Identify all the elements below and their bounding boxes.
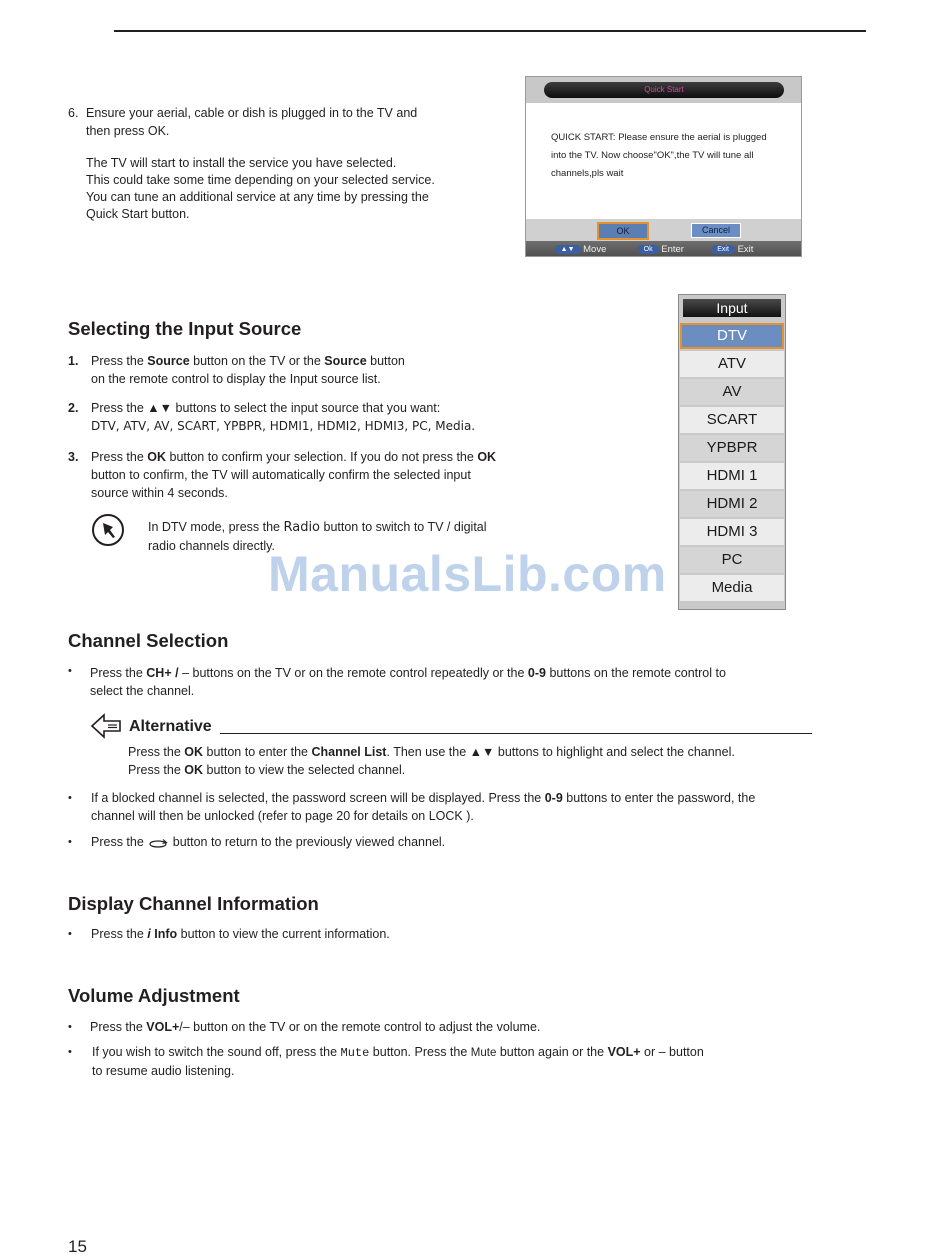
digit-key-label: 0-9 [527, 666, 546, 680]
vol-b2-b: button. Press the [369, 1045, 471, 1059]
dialog-message [551, 129, 796, 183]
note-text-a: In DTV mode, press the [148, 520, 284, 534]
item-2-number: 2. [68, 401, 79, 415]
ch-b1-line-2: select the channel. [90, 684, 195, 698]
note-line-2: radio channels directly. [148, 539, 275, 553]
ch-b2-line-2: channel will then be unlocked (refer to page 20 for details on LOCK ). [91, 809, 474, 823]
dialog-button-row [526, 219, 801, 241]
info-b: button to view the current information. [177, 927, 390, 941]
dialog-message-line-2: into the TV. Now choose"OK",the TV will tune all [551, 150, 754, 161]
item-3-number: 3. [68, 450, 79, 464]
alternative-label: Alternative [129, 718, 212, 735]
ch-key-label: CH+ / [146, 666, 179, 680]
move-key-icon: ▲▼ [555, 245, 581, 254]
alt-ok-key-2: OK [184, 763, 204, 777]
volume-bullet-1 [90, 1018, 540, 1036]
channel-selection-heading: Channel Selection [68, 630, 229, 651]
bullet-6: • [68, 1046, 72, 1058]
step-6-line-2: then press OK. [86, 124, 170, 138]
item-1-number: 1. [68, 354, 79, 368]
alternative-arrow-icon [90, 712, 126, 740]
channel-bullet-1 [90, 664, 726, 700]
input-item-hdmi3[interactable]: HDMI 3 [680, 519, 784, 545]
display-info-heading: Display Channel Information [68, 893, 319, 914]
vol-b1-a: Press the [90, 1020, 147, 1034]
recall-icon [147, 837, 169, 849]
item-1-text-c: button [366, 354, 405, 368]
note-pin-icon [91, 513, 125, 547]
item-3-text [91, 448, 496, 502]
source-key-label-2: Source [324, 354, 367, 368]
exit-label: Exit [737, 244, 754, 255]
step-6-line-3: The TV will start to install the service you have selected. [86, 156, 397, 170]
bullet-3: • [68, 836, 72, 848]
digit-key-label-2: 0-9 [544, 791, 563, 805]
input-item-ypbpr[interactable]: YPBPR [680, 435, 784, 461]
channel-bullet-2 [91, 789, 755, 825]
ok-key-icon: Ok [638, 245, 659, 254]
item-1-text-a: Press the [91, 354, 148, 368]
item-1-line-2: on the remote control to display the Input source list. [91, 372, 381, 386]
dialog-message-line-3: channels,pls wait [551, 168, 624, 179]
volume-bullet-2 [92, 1043, 704, 1080]
vol-b2-line-2: to resume audio listening. [92, 1064, 235, 1078]
input-item-hdmi2[interactable]: HDMI 2 [680, 491, 784, 517]
vol-b2-c: button again or the [496, 1045, 608, 1059]
alt-l1-g: buttons to highlight and select the channel. [494, 745, 735, 759]
item-2-text-a: Press the [91, 401, 148, 415]
item-3-line-2: button to confirm, the TV will automatically confirm the selected input [91, 468, 471, 482]
ch-b1-b: – buttons on the TV or on the remote control repeatedly or the [178, 666, 528, 680]
dialog-title-bar [526, 77, 801, 103]
item-2-text-b: buttons to select the input source that you want: [172, 401, 441, 415]
ch-b1-c: buttons on the remote control to [545, 666, 726, 680]
vol-b2-d: or – button [640, 1045, 704, 1059]
vol-key-label-2: VOL+ [607, 1045, 641, 1059]
ch-b3-b: button to return to the previously viewed channel. [169, 835, 446, 849]
volume-heading: Volume Adjustment [68, 985, 240, 1006]
ch-b2-a: If a blocked channel is selected, the password screen will be displayed. Press the [91, 791, 545, 805]
arrow-keys-icon: ▲▼ [147, 401, 173, 415]
dialog-message-line-1: QUICK START: Please ensure the aerial is plugged [551, 132, 767, 143]
input-item-pc[interactable]: PC [680, 547, 784, 573]
mute-key-label: Mute [340, 1046, 370, 1060]
bullet-2: • [68, 792, 72, 804]
vol-b2-a: If you wish to switch the sound off, press the [92, 1045, 341, 1059]
ch-b2-b: buttons to enter the password, the [562, 791, 756, 805]
input-item-dtv[interactable]: DTV [680, 323, 784, 349]
input-source-heading: Selecting the Input Source [68, 318, 302, 339]
input-item-scart[interactable]: SCART [680, 407, 784, 433]
input-item-av[interactable]: AV [680, 379, 784, 405]
dialog-title: Quick Start [544, 82, 784, 98]
alt-ok-key: OK [184, 745, 204, 759]
item-3-text-a: Press the [91, 450, 148, 464]
step-6-line-4: This could take some time depending on your selected service. [86, 173, 435, 187]
mute-key-label-2: Mute [470, 1047, 497, 1059]
item-2-line-2: DTV, ATV, AV, SCART, YPBPR, HDMI1, HDMI2, HDMI3, PC, Media. [91, 419, 476, 433]
step-6-number: 6. [68, 106, 79, 120]
step-6-line-6: Quick Start button. [86, 207, 190, 221]
alt-l1-c: button to enter the [203, 745, 312, 759]
alt-channel-list: Channel List [311, 745, 387, 759]
note-text-b: button to switch to TV / digital [320, 520, 487, 534]
alternative-text [128, 743, 735, 779]
ok-button[interactable]: OK [597, 222, 649, 240]
step-6-line-5: You can tune an additional service at any time by pressing the [86, 190, 429, 204]
info-i-icon: i [147, 927, 151, 941]
step-6-text [86, 104, 435, 223]
input-item-hdmi1[interactable]: HDMI 1 [680, 463, 784, 489]
top-rule [114, 30, 866, 32]
alt-l2-c: button to view the selected channel. [203, 763, 406, 777]
item-3-text-b: button to confirm your selection. If you do not press the [166, 450, 478, 464]
input-menu-title: Input [683, 299, 781, 317]
vol-b1-b: /– button on the TV or on the remote control to adjust the volume. [179, 1020, 541, 1034]
dialog-footer [526, 241, 801, 257]
info-key-label: Info [154, 927, 178, 941]
quick-start-dialog [525, 76, 802, 257]
watermark: ManualsLib.com [268, 546, 667, 602]
cancel-button[interactable]: Cancel [691, 223, 741, 238]
item-1-text-b: button on the TV or the [189, 354, 325, 368]
ok-key-label: OK [147, 450, 167, 464]
item-3-line-3: source within 4 seconds. [91, 486, 228, 500]
enter-label: Enter [661, 244, 684, 255]
page-number: 15 [68, 1237, 87, 1256]
step-6-line-1: Ensure your aerial, cable or dish is plugged in to the TV and [86, 106, 418, 120]
item-1-text [91, 352, 405, 388]
vol-key-label: VOL+ [146, 1020, 180, 1034]
radio-key-label: Radio [283, 520, 321, 535]
exit-key-icon: Exit [711, 245, 735, 254]
bullet-4: • [68, 928, 72, 940]
info-a: Press the [91, 927, 148, 941]
item-2-text [91, 399, 475, 435]
input-source-menu [678, 294, 786, 610]
ch-b1-a: Press the [90, 666, 147, 680]
input-item-atv[interactable]: ATV [680, 351, 784, 377]
bullet-1: • [68, 665, 72, 677]
alternative-rule [220, 733, 812, 734]
alt-l1-a: Press the [128, 745, 185, 759]
channel-bullet-3 [91, 833, 445, 851]
source-key-label: Source [147, 354, 190, 368]
ok-key-label-2: OK [477, 450, 497, 464]
input-item-media[interactable]: Media [680, 575, 784, 601]
ch-b3-a: Press the [91, 835, 148, 849]
move-label: Move [583, 244, 607, 255]
display-info-text [91, 925, 390, 943]
alt-l1-e: . Then use the [386, 745, 470, 759]
bullet-5: • [68, 1021, 72, 1033]
alt-arrow-keys-icon: ▲▼ [469, 745, 495, 759]
alt-l2-a: Press the [128, 763, 185, 777]
